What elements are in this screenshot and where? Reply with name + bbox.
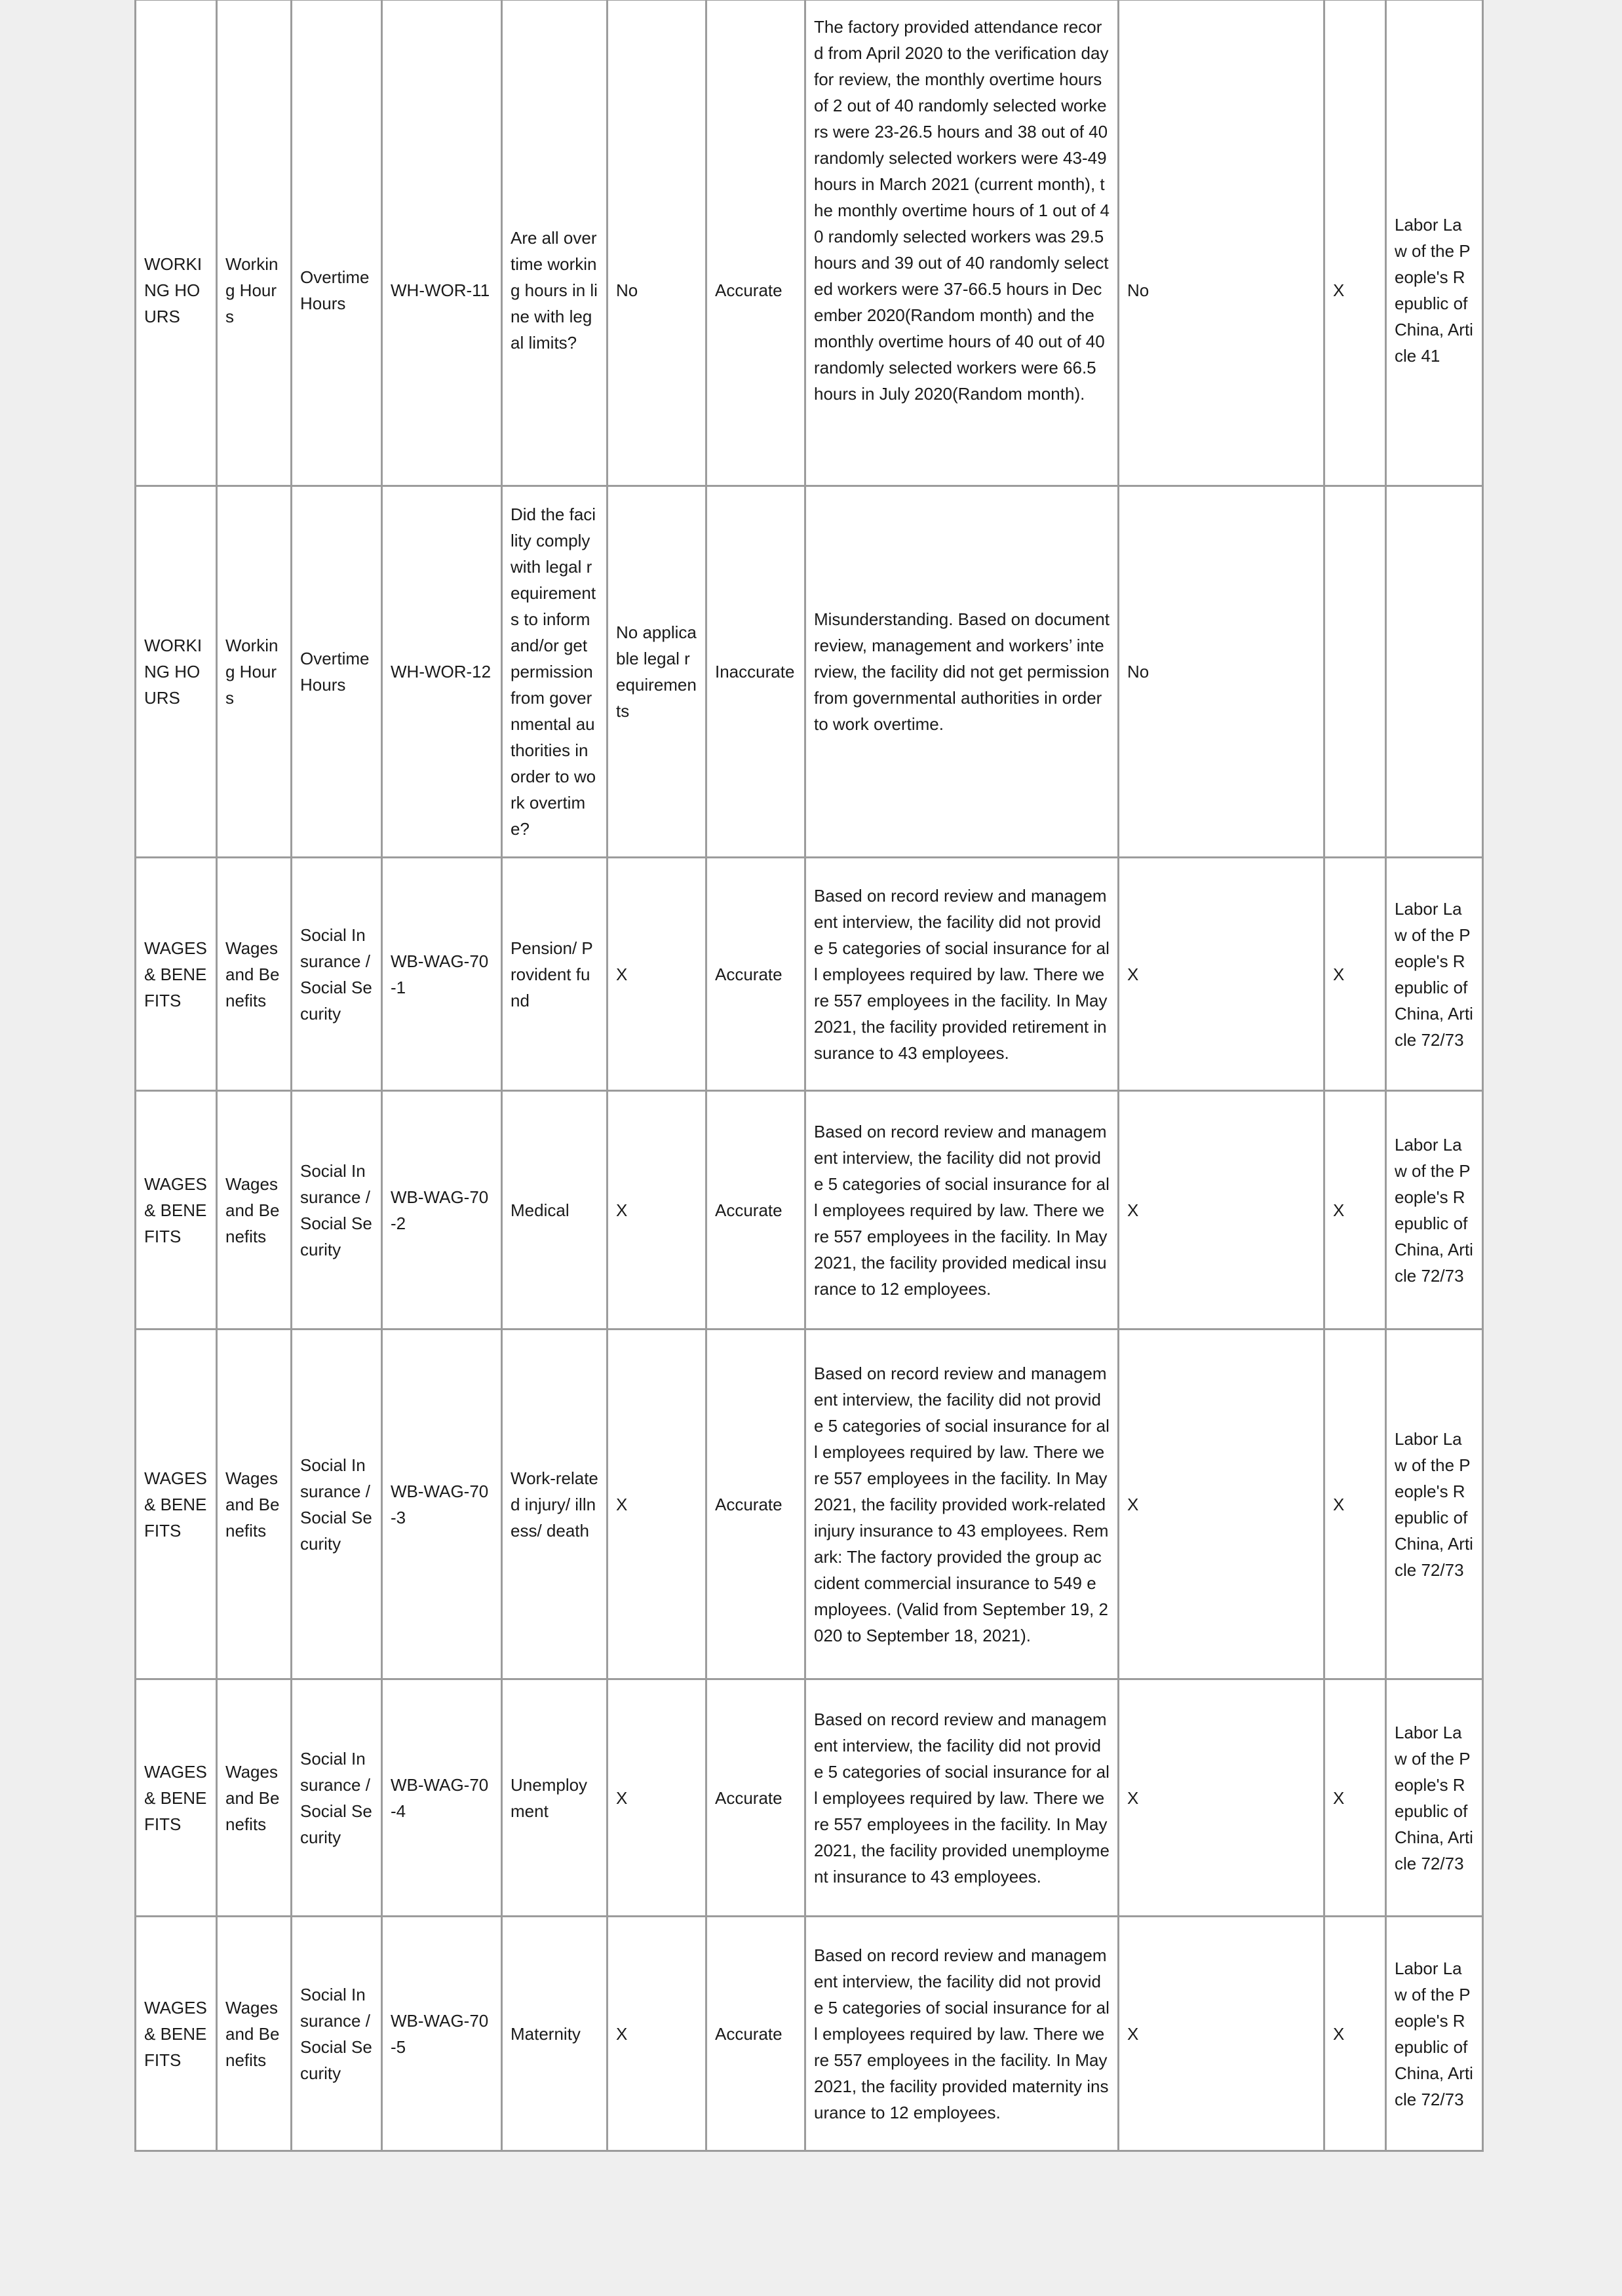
cell-question: Work-related injury/ illness/ death [502,1330,608,1679]
cell-subcategory: Working Hours [217,0,292,486]
cell-description: Based on record review and management interview, the facility did not provide 5 categories of social insurance for all employees required by law. There were 557 employees in the facility. In May 2021, the facility provided maternity insurance to 12 employees. [805,1917,1119,2151]
cell-code: WB-WAG-70-3 [382,1330,502,1679]
cell-subcategory: Working Hours [217,486,292,858]
cell-category: WAGES & BENEFITS [136,1917,217,2151]
cell-law: Labor Law of the People's Republic of China, Article 72/73 [1386,858,1483,1091]
cell-accuracy: Accurate [706,1330,805,1679]
cell-answer-2: No [1119,0,1324,486]
table-row [136,1917,1483,2151]
cell-crossmark: X [1324,1330,1386,1679]
table-row [136,0,1483,486]
cell-law: Labor Law of the People's Republic of China, Article 72/73 [1386,1679,1483,1917]
cell-code: WH-WOR-11 [382,0,502,486]
cell-law: Labor Law of the People's Republic of China, Article 72/73 [1386,1091,1483,1330]
cell-code: WB-WAG-70-2 [382,1091,502,1330]
cell-category: WORKING HOURS [136,486,217,858]
cell-accuracy: Accurate [706,0,805,486]
cell-subcategory: Wages and Benefits [217,1917,292,2151]
cell-question: Medical [502,1091,608,1330]
cell-description: Based on record review and management interview, the facility did not provide 5 categories of social insurance for all employees required by law. There were 557 employees in the facility. In May 2021, the facility provided retirement insurance to 43 employees. [805,858,1119,1091]
cell-category: WAGES & BENEFITS [136,1679,217,1917]
cell-law: Labor Law of the People's Republic of China, Article 72/73 [1386,1917,1483,2151]
cell-topic: Social Insurance / Social Security [292,1917,382,2151]
cell-answer-2: X [1119,858,1324,1091]
table-row [136,1679,1483,1917]
cell-category: WAGES & BENEFITS [136,858,217,1091]
cell-answer-2: X [1119,1330,1324,1679]
cell-topic: Social Insurance / Social Security [292,1330,382,1679]
cell-crossmark: X [1324,858,1386,1091]
cell-accuracy: Accurate [706,1679,805,1917]
cell-subcategory: Wages and Benefits [217,1679,292,1917]
cell-crossmark: X [1324,0,1386,486]
cell-category: WAGES & BENEFITS [136,1330,217,1679]
cell-question: Are all overtime working hours in line with legal limits? [502,0,608,486]
cell-topic: Overtime Hours [292,486,382,858]
cell-code: WB-WAG-70-1 [382,858,502,1091]
cell-crossmark: X [1324,1091,1386,1330]
cell-law [1386,486,1483,858]
cell-answer-2: X [1119,1917,1324,2151]
table-row [136,858,1483,1091]
cell-answer: X [608,1091,706,1330]
cell-topic: Social Insurance / Social Security [292,858,382,1091]
cell-category: WAGES & BENEFITS [136,1091,217,1330]
cell-answer: X [608,1679,706,1917]
cell-description: Based on record review and management interview, the facility did not provide 5 categories of social insurance for all employees required by law. There were 557 employees in the facility. In May 2021, the facility provided unemployment insurance to 43 employees. [805,1679,1119,1917]
cell-answer: X [608,858,706,1091]
cell-crossmark: X [1324,1917,1386,2151]
cell-crossmark: X [1324,1679,1386,1917]
cell-answer-2: X [1119,1091,1324,1330]
table-row [136,486,1483,858]
cell-subcategory: Wages and Benefits [217,1091,292,1330]
cell-topic: Social Insurance / Social Security [292,1091,382,1330]
audit-findings-table [134,0,1484,2152]
cell-law: Labor Law of the People's Republic of China, Article 41 [1386,0,1483,486]
cell-category: WORKING HOURS [136,0,217,486]
cell-answer: No [608,0,706,486]
table-row [136,1091,1483,1330]
cell-answer-2: X [1119,1679,1324,1917]
cell-crossmark [1324,486,1386,858]
cell-accuracy: Accurate [706,1917,805,2151]
cell-code: WB-WAG-70-4 [382,1679,502,1917]
cell-question: Did the facility comply with legal requirements to inform and/or get permission from governmental authorities in order to work overtime? [502,486,608,858]
cell-answer: X [608,1917,706,2151]
cell-answer: X [608,1330,706,1679]
cell-law: Labor Law of the People's Republic of China, Article 72/73 [1386,1330,1483,1679]
cell-accuracy: Accurate [706,1091,805,1330]
cell-answer: No applicable legal requirements [608,486,706,858]
cell-code: WB-WAG-70-5 [382,1917,502,2151]
cell-description: Based on record review and management interview, the facility did not provide 5 categories of social insurance for all employees required by law. There were 557 employees in the facility. In May 2021, the facility provided medical insurance to 12 employees. [805,1091,1119,1330]
cell-topic: Overtime Hours [292,0,382,486]
cell-subcategory: Wages and Benefits [217,858,292,1091]
cell-question: Unemployment [502,1679,608,1917]
cell-description: Based on record review and management interview, the facility did not provide 5 categories of social insurance for all employees required by law. There were 557 employees in the facility. In May 2021, the facility provided work-related injury insurance to 43 employees. Remark: The factory provided the group accident commercial insurance to 549 employees. (Valid from September 19, 2020 to September 18, 2021). [805,1330,1119,1679]
cell-description: The factory provided attendance record from April 2020 to the verification day for review, the monthly overtime hours of 2 out of 40 randomly selected workers were 23-26.5 hours and 38 out of 40 randomly selected workers were 43-49 hours in March 2021 (current month), the monthly overtime hours of 1 out of 40 randomly selected workers was 29.5 hours and 39 out of 40 randomly selected workers were 37-66.5 hours in December 2020(Random month) and the monthly overtime hours of 40 out of 40 randomly selected workers were 66.5 hours in July 2020(Random month). [805,0,1119,486]
cell-topic: Social Insurance / Social Security [292,1679,382,1917]
cell-description: Misunderstanding. Based on document review, management and workers’ interview, the facility did not get permission from governmental authorities in order to work overtime. [805,486,1119,858]
cell-answer-2: No [1119,486,1324,858]
cell-subcategory: Wages and Benefits [217,1330,292,1679]
cell-question: Pension/ Provident fund [502,858,608,1091]
cell-accuracy: Accurate [706,858,805,1091]
cell-question: Maternity [502,1917,608,2151]
cell-accuracy: Inaccurate [706,486,805,858]
table-row [136,1330,1483,1679]
cell-code: WH-WOR-12 [382,486,502,858]
